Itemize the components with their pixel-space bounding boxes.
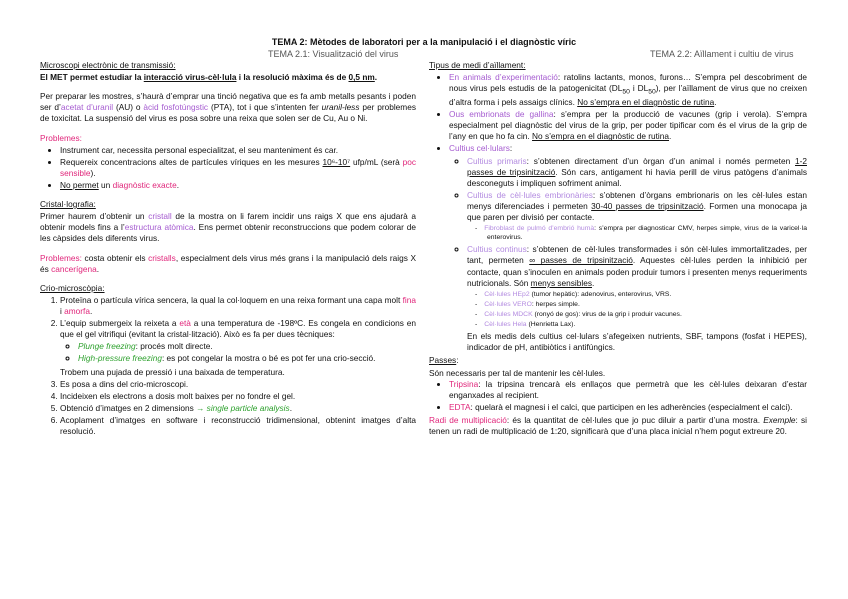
left-column <box>40 60 416 445</box>
embryonic-lines-list <box>467 224 807 242</box>
list-item: • Instrument car, necessita personal especialitzat, el seu manteniment és car. <box>60 145 416 156</box>
right-column <box>429 60 807 445</box>
cryo-step-note: Trobem una pujada de pressió i una baixada de temperatura. <box>60 366 285 377</box>
list-item: - Cèl·lules MDCK (ronyó de gos): virus de la grip i produir vacunes. <box>487 310 807 319</box>
list-item: • Ous embrionats de gallina: s’empra per la producció de vacunes (grip i verola). S’empra especialment pel diagnòstic del virus de la grip, per poder tipificar com és el virus de la grip de l’any en que ho fa cin. No s’empra en el diagnòstic de rutina. <box>449 109 807 142</box>
list-item: - Cèl·lules VERO: herpes simple. <box>487 300 807 309</box>
list-item: ◦ High-pressure freezing: es pot congelar la mostra o bé es pot fer una crio-secció. <box>78 353 416 364</box>
radi-paragraph: Radi de multiplicació: és la quantitat de cèl·lules que jo puc diluir a partir d’una mostra. Exemple: si tenen un radi de multiplicació de 1:20, significarà que d’una placa inicial n’hem pogut extreure 20. <box>429 414 808 437</box>
list-item: - Cèl·lules HEp2 (tumor hepàtic): adenovirus, enterovirus, VRS. <box>487 290 807 299</box>
list-item: 6. Acoplament d’imatges en software i reconstrucció tridimensional, obtenint imatges d’alta resolució. <box>60 415 416 437</box>
cryo-steps-list <box>40 295 416 437</box>
list-item: • Requereix concentracions altes de partícules víriques en les mesures 10⁶-10⁷ ufp/mL (serà poc sensible). <box>60 157 416 179</box>
list-item: • EDTA: quelarà el magnesi i el calci, que participen en les adherències (especialment el calci). <box>449 402 807 413</box>
media-list <box>429 72 807 353</box>
list-item: - Cèl·lules Hela (Henrietta Lax). <box>487 320 807 329</box>
freezing-techniques-list <box>60 341 416 364</box>
list-item: 2. L’equip submergeix la reixeta a età a una temperatura de -198ºC. Es congela en condicions en que el gel vitrifiqui (evitant la cristal·lització). Això es fa per dues tècniques: ◦ Plunge freezing: procés molt directe. ◦ High-pressure freezing: es pot congelar la mostra o bé es pot fer una crio-secció. Trobem una pujada de pressió i una baixada de temperatura. <box>60 318 416 378</box>
list-item: • Cultius cel·lulars: ◦ Cultius primaris: s’obtenen directament d’un òrgan d’un animal i només permeten 1-2 passes de tripsinització. Són cars, antigament hi havia perill de virus patògens d’animals desconeguts i impliquen sofriment animal. ◦ Cultius de cèl·lules embrionàries: s’obtenen d’òrgans embrionaris on les cèl·lules estan menys diferenciades i permeten 30-40 passes de tripsinització. Formen una monocapa ja que paren per divisió per contacte. - Fibroblast de pulmó d’embrió humà: s’empra per diagnosticar CMV, herpes simple, virus de la varicel·la enterovirus. ◦ Cultius continus: s’obtenen de cèl·lules transformades i són cèl·lules immortalitzades, per tant, permeten ∞ passes de tripsinització. Aquestes cèl·lules perden la inhibició per contacte, quan s’inoculen en animals poden produir tumors i presenten menys requeriments nutricionals. Són menys sensibles. - Cèl·lules HEp2 (tumor hepàtic): adenovirus, enterovirus, VRS. - Cèl·lules VERO: herpes simple. - Cèl·lules MDCK (ronyó de gos): virus de la grip i produir vacunes. - Cèl·lules Hela (Henrietta Lax). En els medis dels cultius cel·lulars s’afegeixen nutrients, SBF, tampons (fosfat i HEPES), indicador de pH, antibiòtics i antifúngics. <box>449 143 807 353</box>
list-item: ◦ Plunge freezing: procés molt directe. <box>78 341 416 352</box>
list-item: 4. Incideixen els electrons a dosis molt baixes per no fondre el gel. <box>60 391 416 402</box>
list-item: • No permet un diagnòstic exacte. <box>60 180 416 191</box>
subtitle-right: TEMA 2.2: Aïllament i cultiu de virus <box>650 49 794 59</box>
passes-heading: Passes: <box>429 355 459 366</box>
cryo-heading: Crio-microscòpia: <box>40 282 105 293</box>
list-item: ◦ Cultius continus: s’obtenen de cèl·lules transformades i són cèl·lules immortalitzades, per tant, permeten ∞ passes de tripsinització. Aquestes cèl·lules perden la inhibició per contacte, quan s’inoculen en animals poden produir tumors i presenten menys requeriments nutricionals. Són menys sensibles. - Cèl·lules HEp2 (tumor hepàtic): adenovirus, enterovirus, VRS. - Cèl·lules VERO: herpes simple. - Cèl·lules MDCK (ronyó de gos): virus de la grip i produir vacunes. - Cèl·lules Hela (Henrietta Lax). <box>467 244 807 329</box>
list-item: 1. Proteïna o partícula vírica sencera, la qual la col·loquem en una reixa formant una capa molt fina i amorfa. <box>60 295 416 317</box>
met-heading: Microscopi electrònic de transmissió: <box>40 60 176 70</box>
list-item: 3. Es posa a dins del crio-microscopi. <box>60 379 416 390</box>
passes-list <box>429 379 807 413</box>
met-problems-label: Problemes: <box>40 132 82 143</box>
list-item: ◦ Cultius primaris: s’obtenen directament d’un òrgan d’un animal i només permeten 1-2 passes de tripsinització. Són cars, antigament hi havia perill de virus patògens d’animals desconeguts i impliquen sofriment animal. <box>467 156 807 189</box>
document-title: TEMA 2: Mètodes de laboratori per a la manipulació i el diagnòstic víric <box>271 37 577 47</box>
crystal-problems: Problemes: costa obtenir els cristalls, especialment dels virus més grans i la manipulació dels raigs X és cancerígena. <box>40 252 416 274</box>
media-heading: Tipus de medi d’aïllament: <box>429 60 526 70</box>
crystal-paragraph: Primer haurem d’obtenir un cristall de la mostra on li farem incidir uns raigs X que ens ajudarà a obtenir models fins a l’estructura atòmica. Ens permet obtenir reconstruccions que podem colorar de les càpsides dels diferents virus. <box>40 211 416 244</box>
met-paragraph-2: Per preparar les mostres, s’haurà d’emprar una tinció negativa que es fa amb metalls pesants i poden ser d’acetat d’uranil (AU) o àcid fosfotúngstic (PTA), tot i que s’intenten fer uranil-less per problemes de toxicitat. La suspensió del virus es posa sobre una reixa que solen ser de Cu, Au o Ni. <box>40 91 416 124</box>
list-item: - Fibroblast de pulmó d’embrió humà: s’empra per diagnosticar CMV, herpes simple, virus de la varicel·la enterovirus. <box>487 224 807 242</box>
crystal-heading: Cristal·lografia: <box>40 199 96 210</box>
subtitle-left: TEMA 2.1: Visualització del virus <box>268 49 399 59</box>
list-item: • Tripsina: la tripsina trencarà els enllaços que permetrà que les cèl·lules deixaran d’estar enganxades al recipient. <box>449 379 807 401</box>
met-problems-list <box>40 145 416 191</box>
met-paragraph-1: El MET permet estudiar la interacció virus-cèl·lula i la resolució màxima és de 0,5 nm. <box>40 72 378 83</box>
list-item: • En animals d’experimentació: ratolins lactants, monos, furons… S’empra pel descobriment de nous virus pels estudis de la patogenicitat ($DL_{50}$ i $DL_{50}$), per l’aïllament de virus que no creixen d’altra forma i pels assaigs clínics. No s’empra en el diagnòstic de rutina. <box>449 72 807 108</box>
cell-culture-types-list <box>449 156 807 330</box>
passes-intro: Són necessaris per tal de mantenir les cèl·lules. <box>429 367 606 378</box>
list-item: 5. Obtenció d’imatges en 2 dimensions → single particle analysis. <box>60 403 416 414</box>
media-note: En els medis dels cultius cel·lulars s’afegeixen nutrients, SBF, tampons (fosfat i HEPES), indicador de pH, antibiòtics i antifúngics. <box>467 331 807 353</box>
continuous-lines-list <box>467 290 807 329</box>
list-item: ◦ Cultius de cèl·lules embrionàries: s’obtenen d’òrgans embrionaris on les cèl·lules estan menys diferenciades i permeten 30-40 passes de tripsinització. Formen una monocapa ja que paren per divisió per contacte. - Fibroblast de pulmó d’embrió humà: s’empra per diagnosticar CMV, herpes simple, virus de la varicel·la enterovirus. <box>467 190 807 243</box>
